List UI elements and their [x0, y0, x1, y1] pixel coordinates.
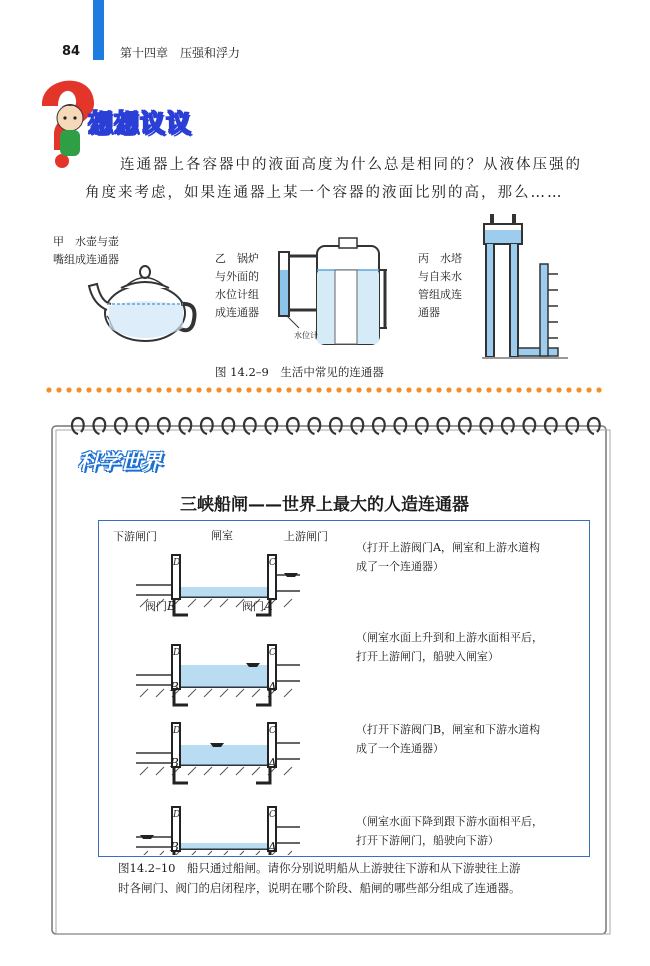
divider-dot [566, 387, 571, 392]
chamber-water [178, 843, 268, 849]
divider-dot [496, 387, 501, 392]
divider-dot [326, 387, 331, 392]
divider-dot [226, 387, 231, 392]
fig9-c-line-4: 通器 [418, 306, 440, 319]
gate-letter-D: D [173, 726, 181, 736]
divider-dot [126, 387, 131, 392]
gate-letter-C: C [269, 648, 276, 658]
divider-dot [526, 387, 531, 392]
chamber-water [178, 665, 268, 687]
divider-dot [136, 387, 141, 392]
divider-dot [376, 387, 381, 392]
ship-icon [284, 573, 298, 577]
divider-dot [196, 387, 201, 392]
divider-dot [486, 387, 491, 392]
step4-letter-a: A [268, 840, 277, 854]
divider-dot [186, 387, 191, 392]
valve-a-label [242, 598, 273, 614]
divider-dot [396, 387, 401, 392]
step-3-line-1: （打开下游阀门B，闸室和下游水道构 [356, 723, 541, 736]
step3-letter-b: B [170, 756, 179, 770]
divider-dot [256, 387, 261, 392]
divider-dot [96, 387, 101, 392]
step-2-line-2: 打开上游闸门，船驶入闸室） [356, 650, 499, 663]
divider-dot [266, 387, 271, 392]
header-color-bar [93, 0, 104, 60]
divider-dot [66, 387, 71, 392]
divider-dot [306, 387, 311, 392]
divider-dot [546, 387, 551, 392]
fig9-c-label [418, 250, 462, 322]
step-4-line-1: （闸室水面下降到跟下游水面相平后， [356, 815, 543, 828]
dotted-divider [45, 386, 605, 394]
step-4-line-2: 打开下游闸门，船驶向下游） [356, 834, 499, 847]
gate-letter-D: D [173, 648, 181, 658]
divider-dot [296, 387, 301, 392]
divider-dot [156, 387, 161, 392]
divider-dot [176, 387, 181, 392]
step-4-note [356, 812, 543, 850]
divider-dot [56, 387, 61, 392]
fig9-b-line-2: 与外面的 [215, 270, 259, 283]
divider-dot [556, 387, 561, 392]
divider-dot [216, 387, 221, 392]
gate-letter-C: C [269, 558, 276, 568]
chapter-title: 第十四章 压强和浮力 [120, 46, 241, 60]
valve-b-text: 阀门 [145, 600, 167, 613]
divider-dot [106, 387, 111, 392]
step-1-line-1: （打开上游阀门A，闸室和上游水道构 [356, 541, 540, 554]
divider-dot [466, 387, 471, 392]
fig10-caption-line-2: 时各闸门、阀门的启闭程序，说明在哪个阶段、船闸的哪些部分组成了连通器。 [118, 881, 521, 895]
divider-dot [46, 387, 51, 392]
valve-a-letter: A [264, 599, 273, 613]
step-2-note [356, 628, 543, 666]
divider-dot [476, 387, 481, 392]
gate-letter-D: D [173, 810, 181, 820]
divider-dot [206, 387, 211, 392]
fig9-a-line-2: 嘴组成连通器 [53, 253, 119, 266]
divider-dot [506, 387, 511, 392]
divider-dot [366, 387, 371, 392]
divider-dot [386, 387, 391, 392]
fig9-b-line-1: 乙 锅炉 [215, 252, 259, 265]
fig9-b-line-3: 水位计组 [215, 288, 259, 301]
divider-dot [116, 387, 121, 392]
divider-dot [236, 387, 241, 392]
divider-dot [596, 387, 601, 392]
divider-dot [446, 387, 451, 392]
ship-lock-diagrams [100, 525, 350, 855]
divider-dot [166, 387, 171, 392]
fig9-b-line-4: 成连通器 [215, 306, 259, 319]
upstream-gate-label: 上游闸门 [284, 530, 328, 543]
boiler-illustration [275, 230, 395, 348]
divider-dot [576, 387, 581, 392]
step-1-note [356, 538, 540, 576]
chamber-label: 闸室 [211, 529, 233, 542]
divider-dot [416, 387, 421, 392]
divider-dot [356, 387, 361, 392]
step3-letter-a: A [268, 756, 277, 770]
fig9-c-line-2: 与自来水 [418, 270, 462, 283]
divider-dot [426, 387, 431, 392]
divider-dot [86, 387, 91, 392]
divider-dot [286, 387, 291, 392]
divider-dot [316, 387, 321, 392]
downstream-gate-label: 下游闸门 [113, 530, 157, 543]
valve-b-pipe [174, 599, 188, 615]
divider-dot [586, 387, 591, 392]
think-paragraph-line-1: 连通器上各容器中的液面高度为什么总是相同的？从液体压强的 [120, 157, 582, 173]
divider-dot [146, 387, 151, 392]
gate-letter-C: C [269, 810, 276, 820]
page-number: 84 [62, 44, 81, 59]
valve-b-letter: B [167, 599, 176, 613]
gate-letter-C: C [269, 726, 276, 736]
valve-b-label [145, 598, 176, 614]
ship-icon [140, 835, 154, 839]
fig9-a-line-1: 甲 水壶与壶 [53, 235, 119, 248]
divider-dot [536, 387, 541, 392]
water-gauge-label: 水位计 [294, 331, 318, 340]
lock-step-3 [136, 723, 300, 783]
water-tower-illustration [468, 208, 588, 368]
divider-dot [456, 387, 461, 392]
step2-letter-a: A [268, 680, 277, 694]
chamber-water [178, 587, 268, 597]
divider-dot [276, 387, 281, 392]
step-3-note [356, 720, 540, 758]
step-3-line-2: 成了一个连通器） [356, 742, 444, 755]
divider-dot [406, 387, 411, 392]
article-title: 三峡船闸——世界上最大的人造连通器 [180, 495, 469, 515]
fig9-caption: 图 14.2–9 生活中常见的连通器 [215, 365, 384, 379]
teapot-illustration [85, 258, 200, 348]
divider-dot [516, 387, 521, 392]
step2-letter-b: B [170, 680, 179, 694]
step4-letter-b: B [170, 840, 179, 854]
gate-letter-D: D [173, 558, 181, 568]
divider-dot [346, 387, 351, 392]
fig9-c-line-3: 管组成连 [418, 288, 462, 301]
divider-dot [76, 387, 81, 392]
divider-dot [336, 387, 341, 392]
divider-dot [436, 387, 441, 392]
divider-dot [246, 387, 251, 392]
fig9-c-line-1: 丙 水塔 [418, 252, 462, 265]
think-discuss-title: 想想议议 [88, 109, 193, 138]
lock-step-2 [136, 645, 300, 705]
science-world-title: 科学世界 [78, 450, 162, 474]
chamber-water [178, 745, 268, 765]
fig9-b-label [215, 250, 259, 322]
step-1-line-2: 成了一个连通器） [356, 560, 444, 573]
think-paragraph-line-2: 角度来考虑，如果连通器上某一个容器的液面比别的高，那么…… [85, 185, 564, 201]
fig10-caption-line-1: 图14.2–10 船只通过船闸。请你分别说明船从上游驶往下游和从下游驶往上游 [118, 861, 521, 875]
valve-a-text: 阀门 [242, 600, 264, 613]
step-2-line-1: （闸室水面上升到和上游水面相平后， [356, 631, 543, 644]
fig10-caption [118, 858, 568, 898]
